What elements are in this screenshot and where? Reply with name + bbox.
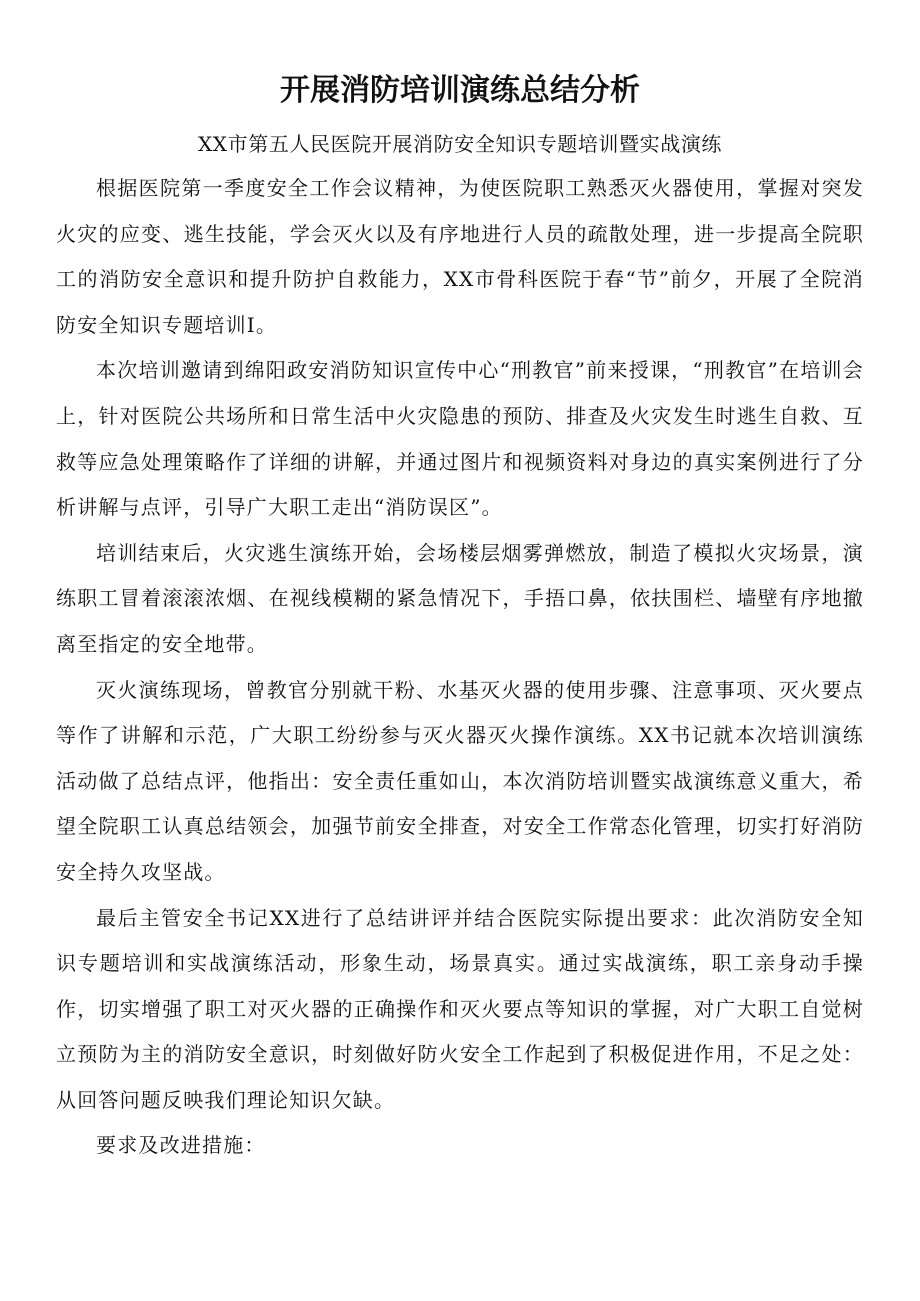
paragraph-5: 最后主管安全书记XX进行了总结讲评并结合医院实际提出要求：此次消防安全知识专题培训和实战演练活动，形象生动，场景真实。通过实战演练，职工亲身动手操作，切实增强了职工对灭火器的正确操作和灭火要点等知识的掌握，对广大职工自觉树立预防为主的消防安全意识，时刻做好防火安全工作起到了积极促进作用，不足之处：从回答问题反映我们理论知识欠缺。 <box>56 905 864 1112</box>
paragraph-4: 灭火演练现场，曾教官分别就干粉、水基灭火器的使用步骤、注意事项、灭火要点等作了讲解和示范，广大职工纷纷参与灭火器灭火操作演练。XX书记就本次培训演练活动做了总结点评，他指出：安全责任重如山，本次消防培训暨实战演练意义重大，希望全院职工认真总结领会，加强节前安全排查，对安全工作常态化管理，切实打好消防安全持久攻坚战。 <box>56 677 864 884</box>
paragraph-2: 本次培训邀请到绵阳政安消防知识宣传中心“刑教官”前来授课，“刑教官”在培训会上，针对医院公共场所和日常生活中火灾隐患的预防、排查及火灾发生时逃生自救、互救等应急处理策略作了详细的讲解，并通过图片和视频资料对身边的真实案例进行了分析讲解与点评，引导广大职工走出“消防误区”。 <box>56 358 864 520</box>
paragraph-1: 根据医院第一季度安全工作会议精神，为使医院职工熟悉灭火器使用，掌握对突发火灾的应变、逃生技能，学会灭火以及有序地进行人员的疏散处理，进一步提高全院职工的消防安全意识和提升防护自救能力，XX市骨科医院于春“节”前夕，开展了全院消防安全知识专题培训I。 <box>56 176 864 337</box>
document-subtitle: XX市第五人民医院开展消防安全知识专题培训暨实战演练 <box>197 132 723 156</box>
paragraph-3: 培训结束后，火灾逃生演练开始，会场楼层烟雾弹燃放，制造了模拟火灾场景，演练职工冒着滚滚浓烟、在视线模糊的紧急情况下，手捂口鼻，依扶围栏、墙壁有序地撤离至指定的安全地带。 <box>56 540 864 656</box>
paragraph-6: 要求及改进措施： <box>96 1133 266 1158</box>
document-title: 开展消防培训演练总结分析 <box>280 73 640 108</box>
